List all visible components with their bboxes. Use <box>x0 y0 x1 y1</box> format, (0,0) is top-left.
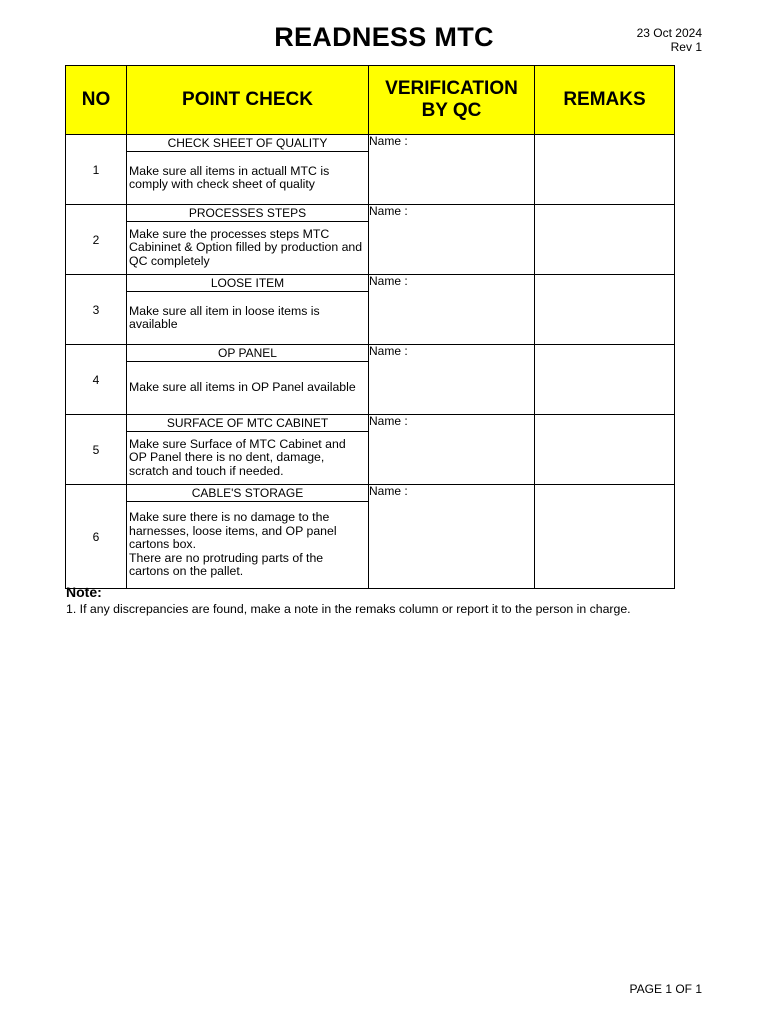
point-check-description-box <box>127 502 368 588</box>
table-row <box>66 485 675 589</box>
row-number: 2 <box>66 205 127 275</box>
verification-name-field[interactable]: Name : <box>369 415 535 485</box>
point-check-description-box <box>127 362 368 414</box>
verification-name-field[interactable]: Name : <box>369 345 535 415</box>
point-check-cell <box>127 135 369 205</box>
table-row <box>66 415 675 485</box>
document-meta <box>637 26 702 54</box>
header-verification-line1: VERIFICATION <box>385 78 518 99</box>
remarks-field[interactable] <box>535 205 675 275</box>
point-check-title: CHECK SHEET OF QUALITY <box>127 135 368 152</box>
document-revision: Rev 1 <box>670 40 702 54</box>
point-check-description-box <box>127 222 368 274</box>
table-header-row <box>66 66 675 135</box>
point-check-description-box <box>127 292 368 344</box>
point-check-title: OP PANEL <box>127 345 368 362</box>
point-check-description: Make sure all item in loose items is available <box>129 303 320 331</box>
header-verification <box>369 66 535 135</box>
row-number: 4 <box>66 345 127 415</box>
table-row <box>66 135 675 205</box>
point-check-description: Make sure all items in actuall MTC is comply with check sheet of quality <box>129 163 330 191</box>
verification-name-field[interactable]: Name : <box>369 275 535 345</box>
table-row <box>66 205 675 275</box>
point-check-description: Make sure there is no damage to the harnesses, loose items, and OP panel cartons box. <box>129 510 337 552</box>
remarks-field[interactable] <box>535 135 675 205</box>
point-check-cell <box>127 415 369 485</box>
verification-name-field[interactable]: Name : <box>369 485 535 589</box>
header-point-check: POINT CHECK <box>127 66 369 135</box>
point-check-title: LOOSE ITEM <box>127 275 368 292</box>
verification-name-field[interactable]: Name : <box>369 135 535 205</box>
note-item: 1. If any discrepancies are found, make a note in the remaks column or report it to the person in charge. <box>66 602 631 616</box>
remarks-field[interactable] <box>535 415 675 485</box>
table-row <box>66 275 675 345</box>
point-check-description: Make sure Surface of MTC Cabinet and OP Panel there is no dent, damage, scratch and touch if needed. <box>129 436 346 478</box>
point-check-title: CABLE'S STORAGE <box>127 485 368 502</box>
point-check-description-extra: There are no protruding parts of the cartons on the pallet. <box>129 550 324 579</box>
remarks-field[interactable] <box>535 275 675 345</box>
point-check-cell <box>127 485 369 589</box>
point-check-description-box <box>127 432 368 484</box>
row-number: 1 <box>66 135 127 205</box>
remarks-field[interactable] <box>535 345 675 415</box>
document-title: READNESS MTC <box>274 22 494 52</box>
row-number: 6 <box>66 485 127 589</box>
point-check-cell <box>127 205 369 275</box>
document-date: 23 Oct 2024 <box>636 26 702 40</box>
point-check-title: SURFACE OF MTC CABINET <box>127 415 368 432</box>
table-row <box>66 345 675 415</box>
header-no: NO <box>66 66 127 135</box>
remarks-field[interactable] <box>535 485 675 589</box>
header-verification-line2: BY QC <box>421 100 482 121</box>
note-section <box>66 584 631 617</box>
point-check-description: Make sure the processes steps MTC Cabininet & Option filled by production and QC completely <box>129 226 363 268</box>
point-check-description: Make sure all items in OP Panel available <box>129 380 356 395</box>
point-check-title: PROCESSES STEPS <box>127 205 368 222</box>
point-check-cell <box>127 345 369 415</box>
row-number: 3 <box>66 275 127 345</box>
row-number: 5 <box>66 415 127 485</box>
point-check-cell <box>127 275 369 345</box>
point-check-description-group <box>129 511 366 578</box>
point-check-description-box <box>127 152 368 204</box>
header-remarks: REMAKS <box>535 66 675 135</box>
page-number: PAGE 1 OF 1 <box>629 982 702 996</box>
verification-name-field[interactable]: Name : <box>369 205 535 275</box>
readiness-checklist-table <box>65 65 675 589</box>
note-title: Note: <box>66 584 102 600</box>
